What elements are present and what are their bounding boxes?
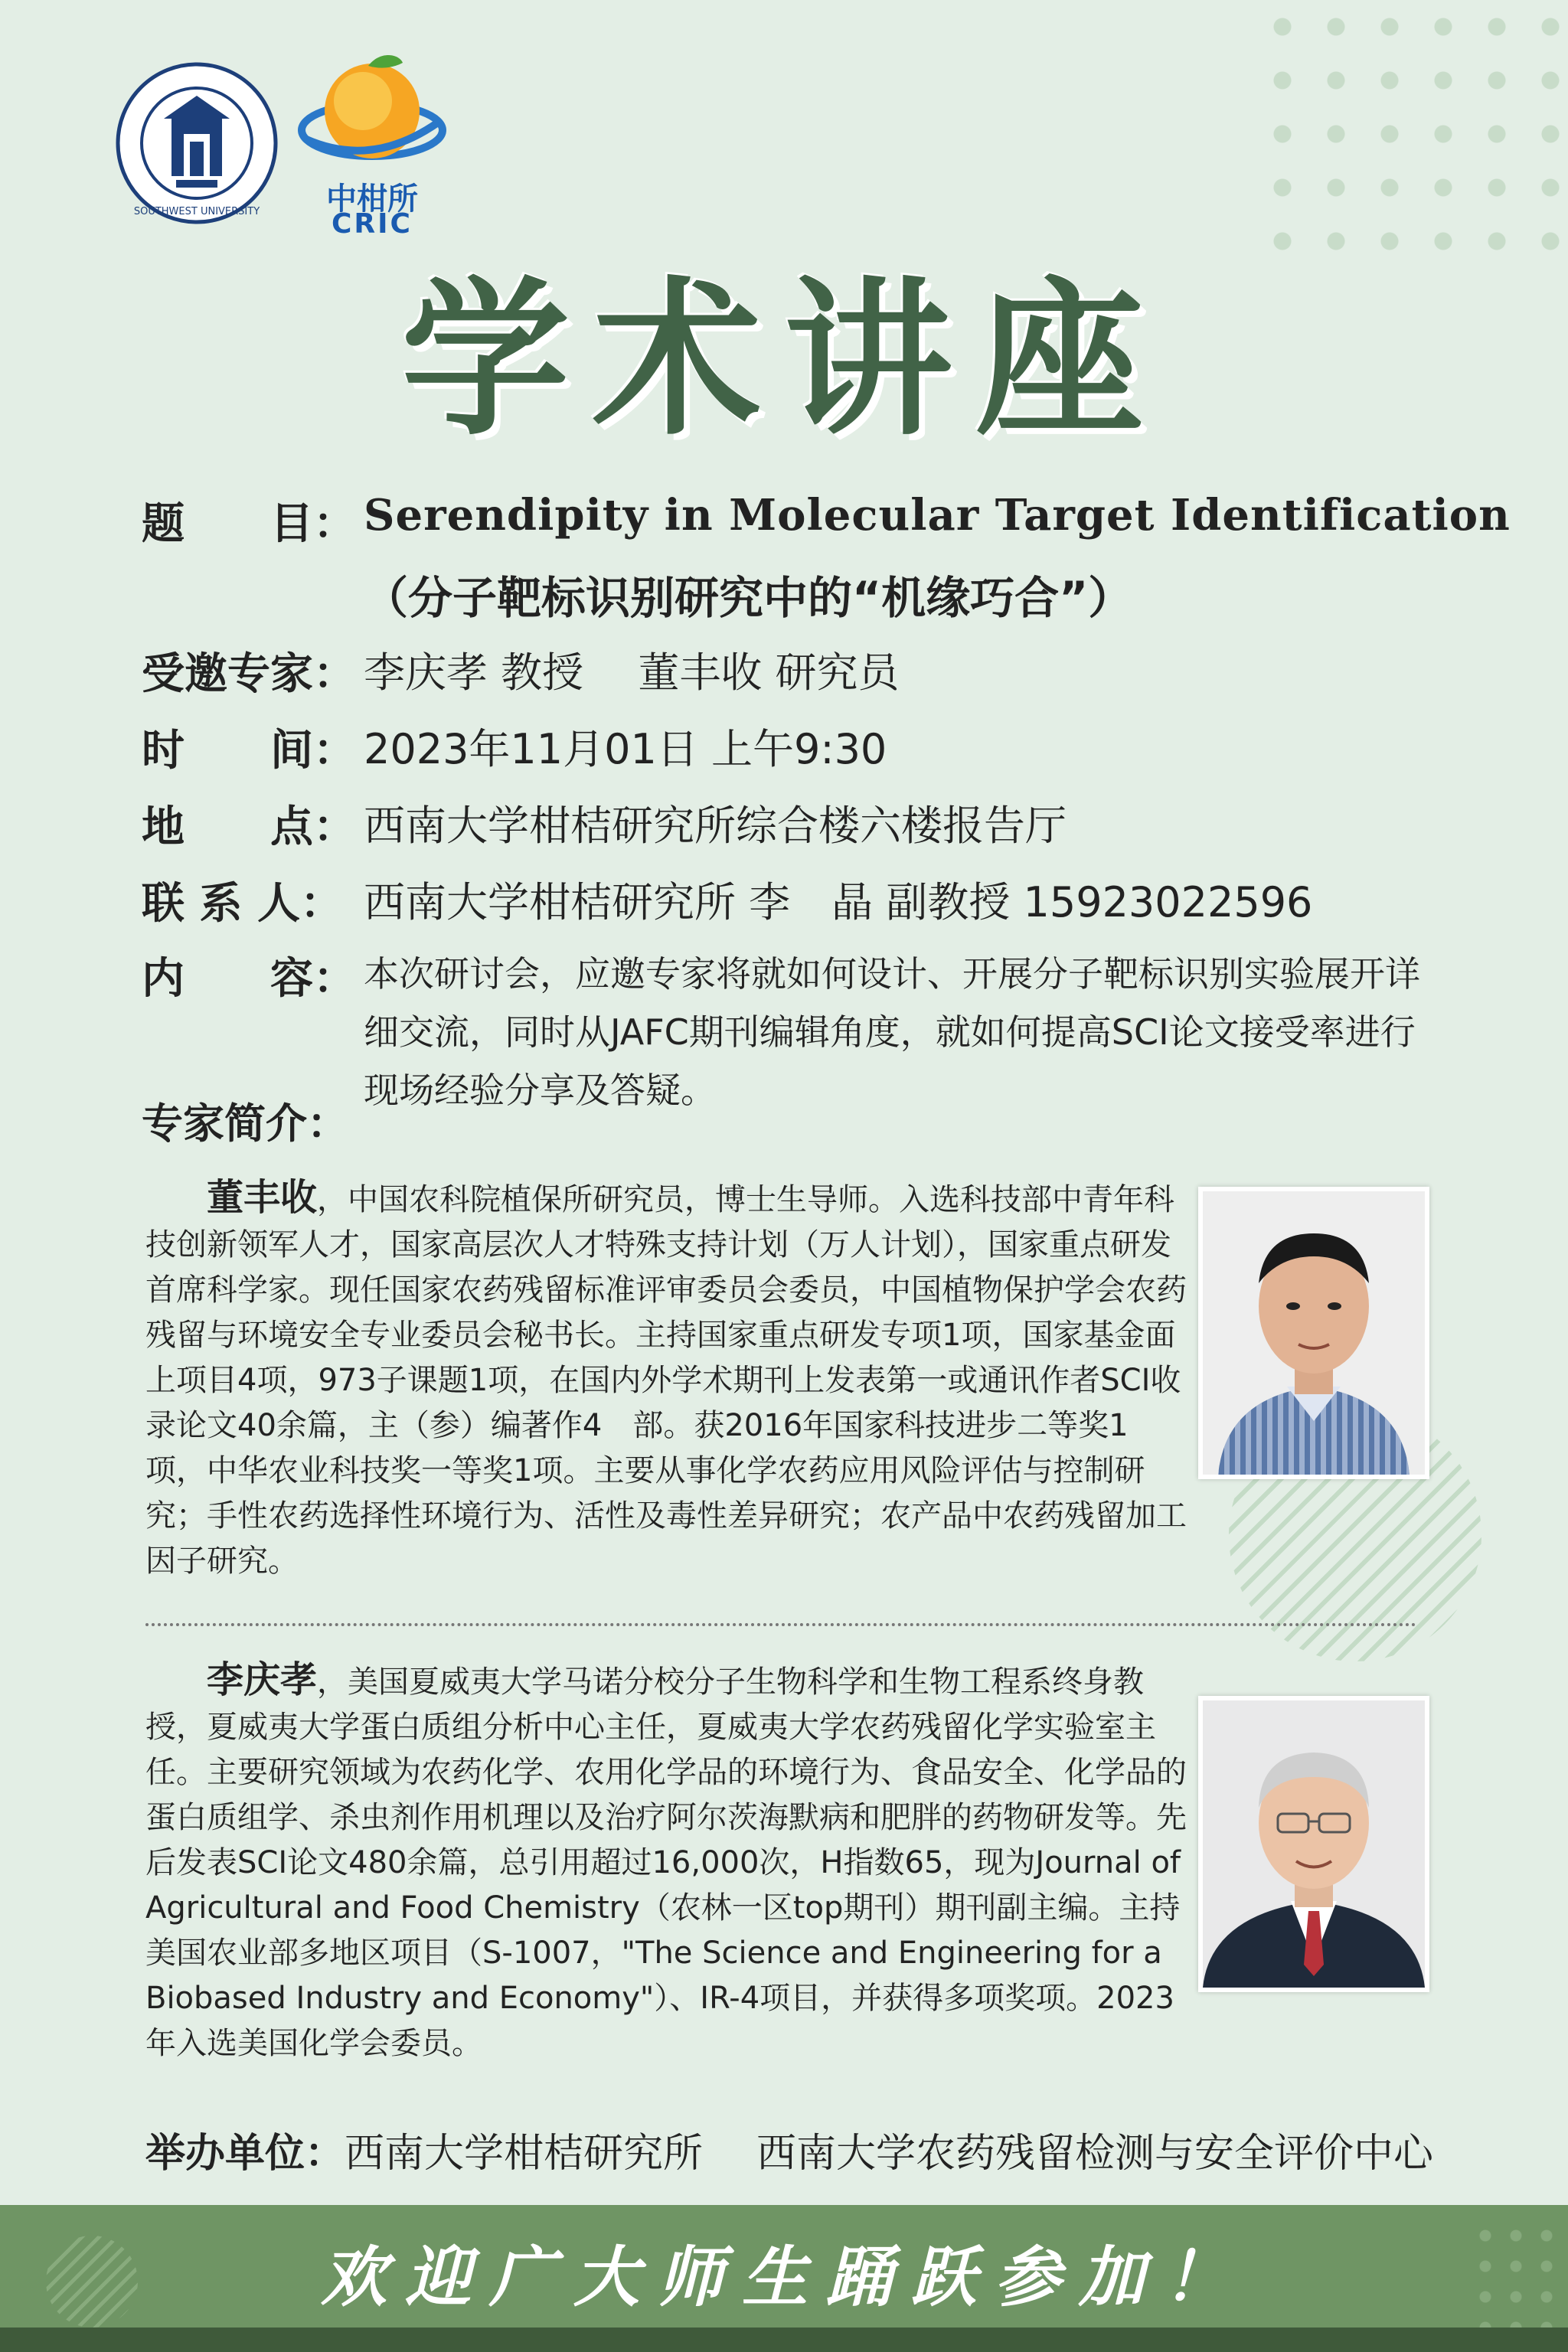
footer-welcome: 欢迎广大师生踊跃参加！ xyxy=(321,2239,1247,2316)
bio2-name: 李庆孝 xyxy=(207,1658,318,1701)
page-title: 学术讲座 xyxy=(400,262,1167,458)
expert-label: 受邀专家： xyxy=(142,649,356,699)
topic-chinese: （分子靶标识别研究中的“机缘巧合”） xyxy=(364,572,1133,624)
bio-dong-fengshou xyxy=(145,1175,1187,1584)
topic-label: 题 目： xyxy=(142,499,356,549)
experts-heading: 专家简介： xyxy=(142,1099,348,1148)
contact-value: 西南大学柑桔研究所 李 晶 副教授 15923022596 xyxy=(364,878,1313,926)
decorative-dot-grid xyxy=(1256,0,1562,260)
cric-cn-text: 中柑所 xyxy=(326,181,418,217)
bio-divider xyxy=(145,1623,1416,1626)
bio1-text: ，中国农科院植保所研究员，博士生导师。入选科技部中青年科技创新领军人才，国家高层次人才特殊支持计划（万人计划），国家重点研发首席科学家。现任国家农药残留标准评审委员会委员，中国植物保护学会农药残留与环境安全专业委员会秘书长。主持国家重点研发专项1项，国家基金面上项目4项，973子课题1项，在国内外学术期刊上发表第一或通讯作者SCI收录论文40余篇，主（参）编著作4 部。获2016年国家科技进步二等奖1项，中华农业科技奖一等奖1项。主要从事化学农药应用风险评估与控制研究；手性农药选择性环境行为、活性及毒性差异研究；农产品中农药残留加工因子研究。 xyxy=(145,1182,1187,1579)
contact-label: 联 系 人： xyxy=(142,879,343,929)
swu-logo-text: SOUTHWEST UNIVERSITY xyxy=(133,206,260,217)
host-org1: 西南大学柑桔研究所 xyxy=(345,2131,704,2177)
host-org2: 西南大学农药残留检测与安全评价中心 xyxy=(756,2131,1434,2177)
time-value: 2023年11月01日 上午9:30 xyxy=(364,725,887,773)
bio2-text: ，美国夏威夷大学马诺分校分子生物科学和生物工程系终身教授，夏威夷大学蛋白质组分析中心主任，夏威夷大学农药残留化学实验室主任。主要研究领域为农药化学、农用化学品的环境行为、食品安全、化学品的蛋白质组学、杀虫剂作用机理以及治疗阿尔茨海默病和肥胖的药物研发等。先后发表SCI论文480余篇，总引用超过16,000次，H指数65，现为Journal of Agricultural and Food Chemistry（农林一区top期刊）期刊副主编。主持美国农业部多地区项目（S-1007，"The Science and Engineering for a Biobased Industry and Economy"）、IR-4项目，并获得多项奖项。2023年入选美国化学会委员。 xyxy=(145,1664,1187,2061)
event-info xyxy=(142,490,1511,1119)
bio1-name: 董丰收 xyxy=(207,1176,318,1219)
cric-en-text: CRIC xyxy=(332,208,413,240)
place-label: 地 点： xyxy=(142,802,356,852)
photo-dong-fengshou xyxy=(1198,1187,1429,1479)
content-value: 本次研讨会，应邀专家将就如何设计、开展分子靶标识别实验展开详细交流，同时从JAFC期刊编辑角度，就如何提高SCI论文接受率进行现场经验分享及答疑。 xyxy=(364,953,1420,1111)
host-organizations xyxy=(145,2121,1433,2178)
photo-li-qingxiao xyxy=(1198,1696,1429,1992)
content-label: 内 容： xyxy=(142,954,356,1004)
southwest-university-logo xyxy=(115,61,279,225)
place-value: 西南大学柑桔研究所综合楼六楼报告厅 xyxy=(364,802,1067,850)
cric-logo xyxy=(296,46,449,240)
topic-english: Serendipity in Molecular Target Identification xyxy=(364,490,1511,541)
orange-icon xyxy=(296,46,449,176)
host-label: 举办单位： xyxy=(145,2131,345,2177)
time-label: 时 间： xyxy=(142,726,356,776)
bio-li-qingxiao xyxy=(145,1658,1187,2066)
bottom-bar xyxy=(0,2328,1568,2352)
expert-value: 李庆孝 教授 董丰收 研究员 xyxy=(364,648,900,697)
